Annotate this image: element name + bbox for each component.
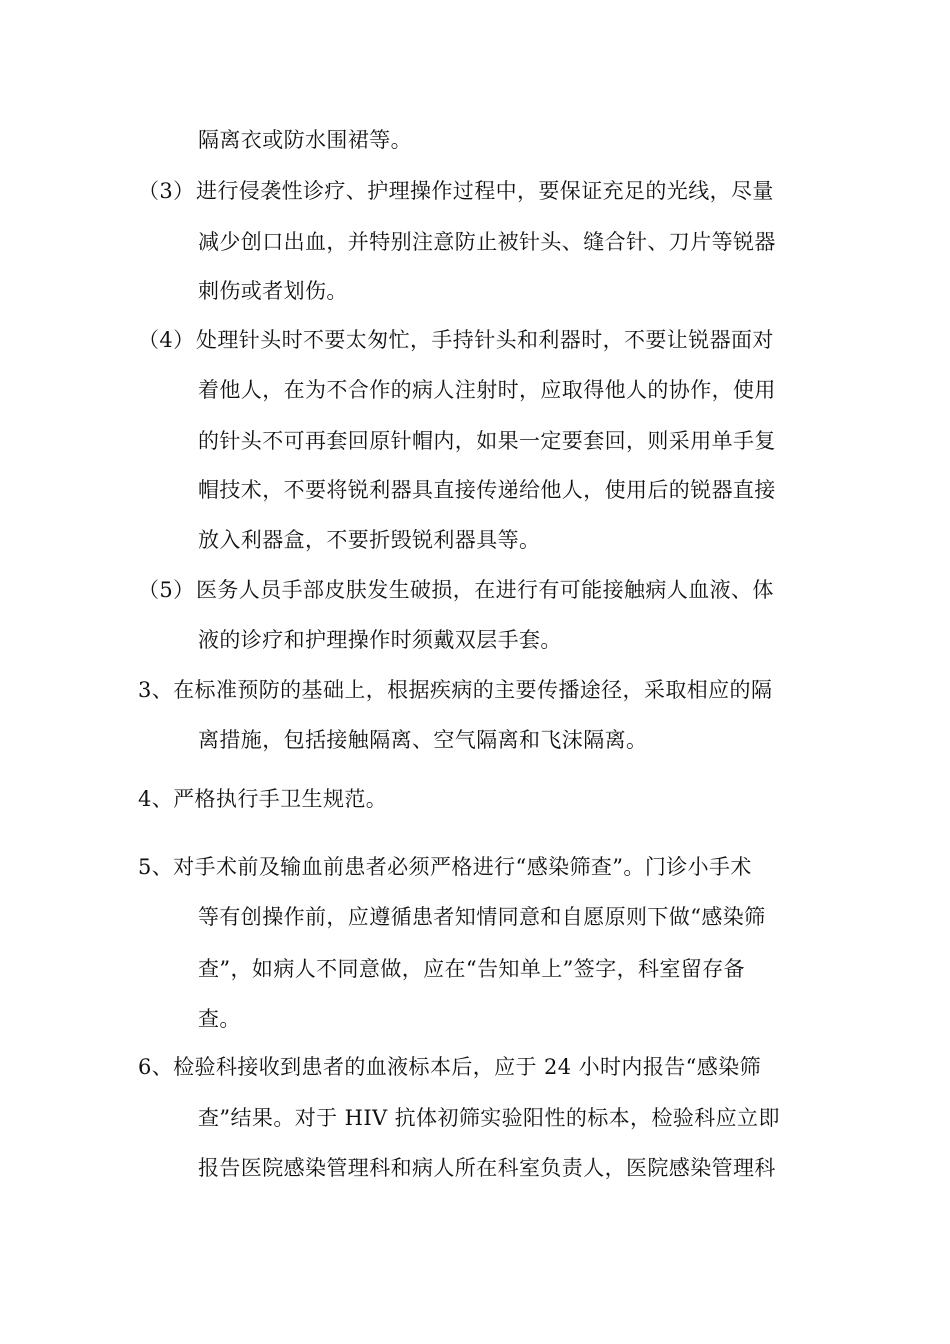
text-line: 放入利器盒，不要折毁锐利器具等。 [198,528,541,552]
text-line: 等有创操作前，应遵循患者知情同意和自愿原则下做“感染筛 [198,905,766,929]
text-line: 的针头不可再套回原针帽内，如果一定要套回，则采用单手复 [198,429,776,453]
text-line: 着他人，在为不合作的病人注射时，应取得他人的协作，使用 [198,378,776,402]
text-line: 液的诊疗和护理操作时须戴双层手套。 [198,628,562,652]
text-line: 离措施，包括接触隔离、空气隔离和飞沫隔离。 [198,728,648,752]
text-line: 查”结果。对于 HIV 抗体初筛实验阳性的标本，检验科应立即 [198,1106,780,1130]
text-line: 减少创口出血，并特别注意防止被针头、缝合针、刀片等锐器 [198,230,776,254]
sub-item-label: （3） [138,179,195,203]
text-line: 医务人员手部皮肤发生破损，在进行有可能接触病人血液、体 [196,578,774,602]
text-line: 处理针头时不要太匆忙，手持针头和利器时，不要让锐器面对 [196,328,774,352]
numbered-item-4: 4、严格执行手卫生规范。 [138,787,388,811]
text-line: 隔离衣或防水围裙等。 [198,128,412,152]
text-line: 帽技术，不要将锐利器具直接传递给他人，使用后的锐器直接 [198,478,776,502]
numbered-item-5: 5、对手术前及输血前患者必须严格进行“感染筛查”。门诊小手术 [138,855,752,879]
text-line: 报告医院感染管理科和病人所在科室负责人，医院感染管理科 [198,1156,776,1180]
text-line: 查。 [198,1007,241,1031]
text-line: 查”，如病人不同意做，应在“告知单上”签字，科室留存备 [198,957,746,981]
numbered-item-3: 3、在标准预防的基础上，根据疾病的主要传播途径，采取相应的隔 [138,678,773,702]
sub-item-label: （4） [138,328,195,352]
text-line: 刺伤或者划伤。 [198,279,348,303]
numbered-item-6: 6、检验科接收到患者的血液标本后，应于 24 小时内报告“感染筛 [138,1055,761,1079]
sub-item-label: （5） [138,578,195,602]
text-line: 进行侵袭性诊疗、护理操作过程中，要保证充足的光线，尽量 [196,179,774,203]
